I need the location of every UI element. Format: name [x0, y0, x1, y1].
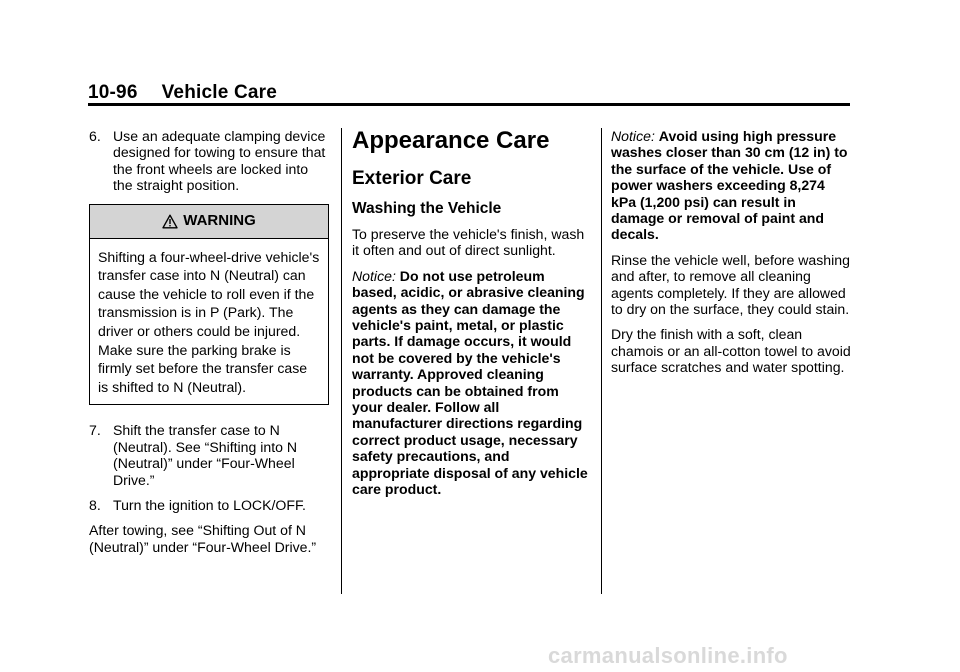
step-text: Shift the transfer case to N (Neutral). See “Shifting into N (Neutral)” under “Four-Wheel Drive.”: [113, 422, 298, 488]
right-column: [611, 128, 851, 385]
washing-intro-paragraph: To preserve the vehicle's finish, wash it often and out of direct sunlight.: [352, 226, 585, 259]
column-divider-right: [601, 128, 602, 594]
step-6: [89, 128, 329, 194]
page-header: [88, 82, 277, 104]
step-text: Use an adequate clamping device designed for towing to ensure that the front wheels are locked into the straight position.: [113, 128, 326, 194]
heading-exterior-care: Exterior Care: [352, 168, 472, 189]
section-title: Vehicle Care: [161, 82, 278, 103]
warning-box: [89, 204, 329, 406]
header-rule: [88, 103, 850, 106]
notice-text: Do not use petroleum based, acidic, or abrasive cleaning agents as they can damage the vehicle's paint, metal, or plastic parts. If damage occurs, it would not be covered by the vehicle's warranty. Approved cleaning products can be obtained from your dealer. Follow all manufacturer directions regarding correct product usage, necessary safety precautions, and appropriate disposal of any vehicle care product.: [352, 267, 588, 498]
rinse-paragraph: Rinse the vehicle well, before washing and after, to remove all cleaning agents completely. If they are allowed to dry on the surface, they could stain.: [611, 251, 850, 318]
page-number: 10-96: [88, 82, 138, 103]
step-number: 8.: [89, 497, 101, 513]
dry-paragraph: Dry the finish with a soft, clean chamois or an all-cotton towel to avoid surface scratches and water spotting.: [611, 326, 851, 376]
watermark: carmanualsonline.info: [548, 643, 788, 668]
warning-body: Shifting a four-wheel-drive vehicle's transfer case into N (Neutral) can cause the vehicle to roll even if the transmission is in P (Park). The driver or others could be injured. Make sure the parking brake is firmly set before the transfer case is shifted to N (Neutral).: [98, 248, 320, 395]
step-8: [89, 497, 329, 513]
middle-column: [352, 128, 590, 507]
notice-label: Notice:: [611, 128, 655, 144]
step-number: 6.: [89, 128, 101, 144]
notice-text: Avoid using high pressure washes closer than 30 cm (12 in) to the surface of the vehicle. Use of power washers exceeding 8,274 kPa (1,200 psi) can result in damage or removal of paint and decals.: [611, 128, 848, 243]
step-number: 7.: [89, 422, 101, 439]
column-divider-left: [341, 128, 342, 594]
warning-title: WARNING: [183, 211, 256, 229]
step-text: Turn the ignition to LOCK/OFF.: [113, 497, 306, 513]
heading-appearance-care: Appearance Care: [352, 127, 550, 154]
notice-label: Notice:: [352, 267, 396, 284]
left-column: [89, 128, 329, 564]
warning-triangle-icon: [162, 214, 178, 229]
after-towing-paragraph: After towing, see “Shifting Out of N (Neutral)” under “Four-Wheel Drive.”: [89, 522, 317, 555]
notice-paragraph: [352, 268, 590, 498]
heading-washing-vehicle: Washing the Vehicle: [352, 200, 502, 217]
pressure-notice-paragraph: [611, 128, 851, 243]
warning-header: [90, 205, 328, 239]
step-7: [89, 422, 329, 488]
